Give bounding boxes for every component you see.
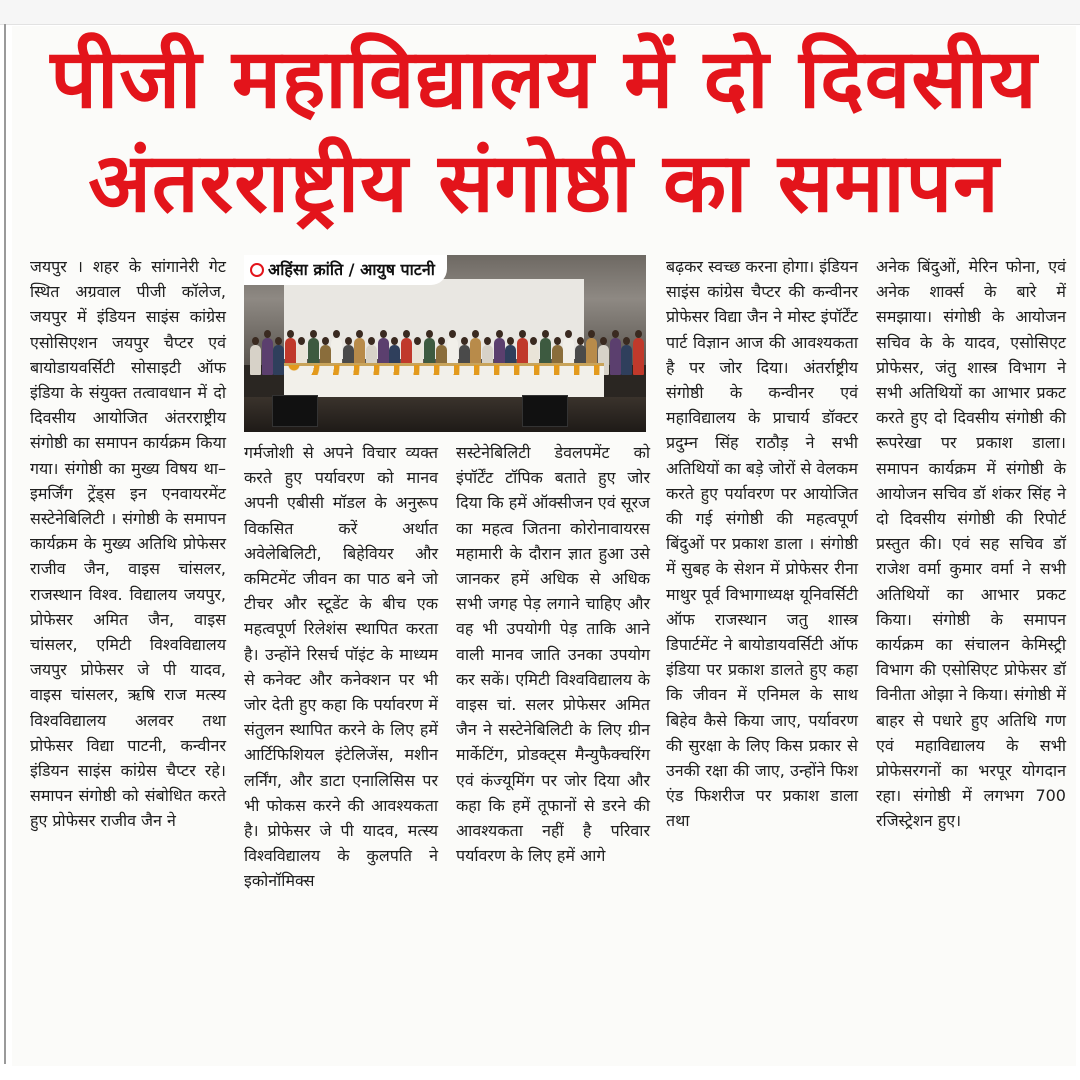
- stage-person: [633, 338, 644, 375]
- article-column-4: बढ़कर स्वच्छ करना होगा। इंडियन साइंस कांग्रेस चैप्टर की कन्वीनर प्रोफेसर विद्या जैन ने मोस्ट इंपॉर्टेंट पार्ट विज्ञान आज की आवश्यकता है पर जोर दिया। अंतर्राष्ट्रीय संगोष्ठी के कन्वीनर एवं महाविद्यालय के प्राचार्य डॉक्टर प्रदुम्न सिंह राठौड़ ने सभी अतिथियों का बड़े जोरों से वेलकम करते हुए पर्यावरण पर आयोजित की गई संगोष्ठी की महत्वपूर्ण बिंदुओं पर प्रकाश डाला । संगोष्ठी में सुबह के सेशन में प्रोफेसर रीना माथुर पूर्व विभागाध्यक्ष यूनिवर्सिटी ऑफ राजस्थान जतु शास्त्र डिपार्टमेंट ने बायोडायवर्सिटी ऑफ इंडिया पर प्रकाश डालते हुए कहा कि जीवन में एनिमल के साथ बिहेव कैसे किया जाए, पर्यावरण की सुरक्षा के लिए किस प्रकार से उनकी रक्षा की जाए, उन्होंने फिश एंड फिशरीज पर प्रकाश डाला तथा: [666, 257, 858, 831]
- photo-credit: [244, 255, 447, 285]
- article-column-5: अनेक बिंदुओं, मेरिन फोना, एवं अनेक शार्क्स के बारे में समझाया। संगोष्ठी के आयोजन सचिव के के यादव, एसोसिएट प्रोफेसर, जंतु शास्त्र विभाग ने सभी अतिथियों का आभार प्रकट करते हुए दो दिवसीय संगोष्ठी की रूपरेखा पर प्रकाश डाला। समापन कार्यक्रम में संगोष्ठी के आयोजन सचिव डॉ शंकर सिंह ने दो दिवसीय संगोष्ठी की रिपोर्ट प्रस्तुत की। एवं सह सचिव डॉ राजेश वर्मा कुमार वर्मा ने सभी अतिथियों का आभार प्रकट किया। संगोष्ठी के समापन कार्यक्रम का संचालन केमिस्ट्री विभाग की एसोसिएट प्रोफेसर डॉ विनीता ओझा ने किया। संगोष्ठी में बाहर से पधारे हुए अतिथि गण एवं महाविद्यालय के सभी प्रोफेसरगनों का भरपूर योगदान रहा। संगोष्ठी में लगभग 700 रजिस्ट्रेशन हुए।: [876, 257, 1066, 831]
- article-column-2: गर्मजोशी से अपने विचार व्यक्त करते हुए पर्यावरण को मानव अपनी एबीसी मॉडल के अनुरूप विकसित करें अर्थात अवेलेबिलिटी, बिहेवियर और कमिटमेंट जीवन का पाठ बने जो टीचर और स्टूडेंट के बीच एक महत्वपूर्ण रिलेशंस स्थापित करता है। उन्होंने रिसर्च पॉइंट के माध्यम से कनेक्ट और कनेक्शन पर भी जोर देती हुए कहा कि पर्यावरण में संतुलन स्थापित करने के लिए हमें आर्टिफिशियल इंटेलिजेंस, मशीन लर्निंग, और डाटा एनालिसिस पर भी फोकस करने की आवश्यकता है। प्रोफेसर जे पी यादव, मत्स्य विश्वविद्यालय के कुलपति ने इकोनॉमिक्स: [244, 443, 438, 891]
- stage-person: [610, 338, 621, 375]
- article-column-1: जयपुर । शहर के सांगानेरी गेट स्थित अग्रवाल पीजी कॉलेज, जयपुर में इंडियन साइंस कांग्रेस एसोसिएशन जयपुर चैप्टर एवं बायोडायवर्सिटी सोसाइटी ऑफ इंडिया के संयुक्त तत्वावधान में दो दिवसीय आयोजित अंतरराष्ट्रीय संगोष्ठी का समापन कार्यक्रम किया गया। संगोष्ठी का मुख्य विषय था– इमर्जिंग ट्रेंड्स इन एनवायरमेंट सस्टेनेबिलिटी । संगोष्ठी के समापन कार्यक्रम के मुख्य अतिथि प्रोफेसर राजीव जैन, वाइस चांसलर, राजस्थान विश्व. विद्यालय जयपुर, प्रोफेसर अमित जैन, वाइस चांसलर, एमिटी विश्वविद्यालय जयपुर प्रोफेसर जे पी यादव, वाइस चांसलर, ऋषि राज मत्स्य विश्वविद्यालय अलवर तथा प्रोफेसर विद्या पाटनी, कन्वीनर इंडियन साइंस कांग्रेस चैप्टर रहे। समापन संगोष्ठी को संबोधित करते हुए प्रोफेसर राजीव जैन ने: [30, 257, 226, 831]
- stage-person: [262, 338, 273, 375]
- speaker-left: [272, 395, 318, 427]
- top-bar: [0, 0, 1080, 25]
- article-column-3: सस्टेनेबिलिटी डेवलपमेंट को इंपॉर्टेंट टॉपिक बताते हुए जोर दिया कि हमें ऑक्सीजन एवं सूरज का महत्व जितना कोरोनावायरस महामारी के दौरान ज्ञात हुआ उसे जानकर हमें अधिक से अधिक सभी जगह पेड़ लगाने चाहिए और वह भी उपयोगी पेड़ ताकि आने वाली मानव जाति उनका उपयोग कर सकें। एमिटी विश्वविद्यालय के वाइस चां. सलर प्रोफेसर अमित जैन ने सस्टेनेबिलिटी के लिए ग्रीन मार्केटिंग, प्रोडक्ट्स मैन्युफैक्चरिंग एवं कंज्यूमिंग पर जोर दिया और कहा कि हमें तूफानों से डरने की आवश्यकता नहीं है परिवार पर्यावरण के लिए हमें आगे: [456, 443, 650, 866]
- speaker-right: [522, 395, 568, 427]
- stage-person: [621, 345, 632, 375]
- page-edge-rule: [4, 24, 6, 1064]
- circle-icon: [250, 263, 264, 277]
- headline-line-1: पीजी महाविद्यालय में दो दिवसीय: [50, 32, 1038, 127]
- stage-person: [273, 345, 284, 375]
- photo-credit-text: अहिंसा क्रांति / आयुष पाटनी: [268, 260, 435, 279]
- stage-person: [250, 345, 261, 375]
- marigold-garland: [284, 365, 604, 375]
- event-photo: [244, 255, 646, 432]
- headline-line-2: अंतरराष्ट्रीय संगोष्ठी का समापन: [88, 136, 1000, 231]
